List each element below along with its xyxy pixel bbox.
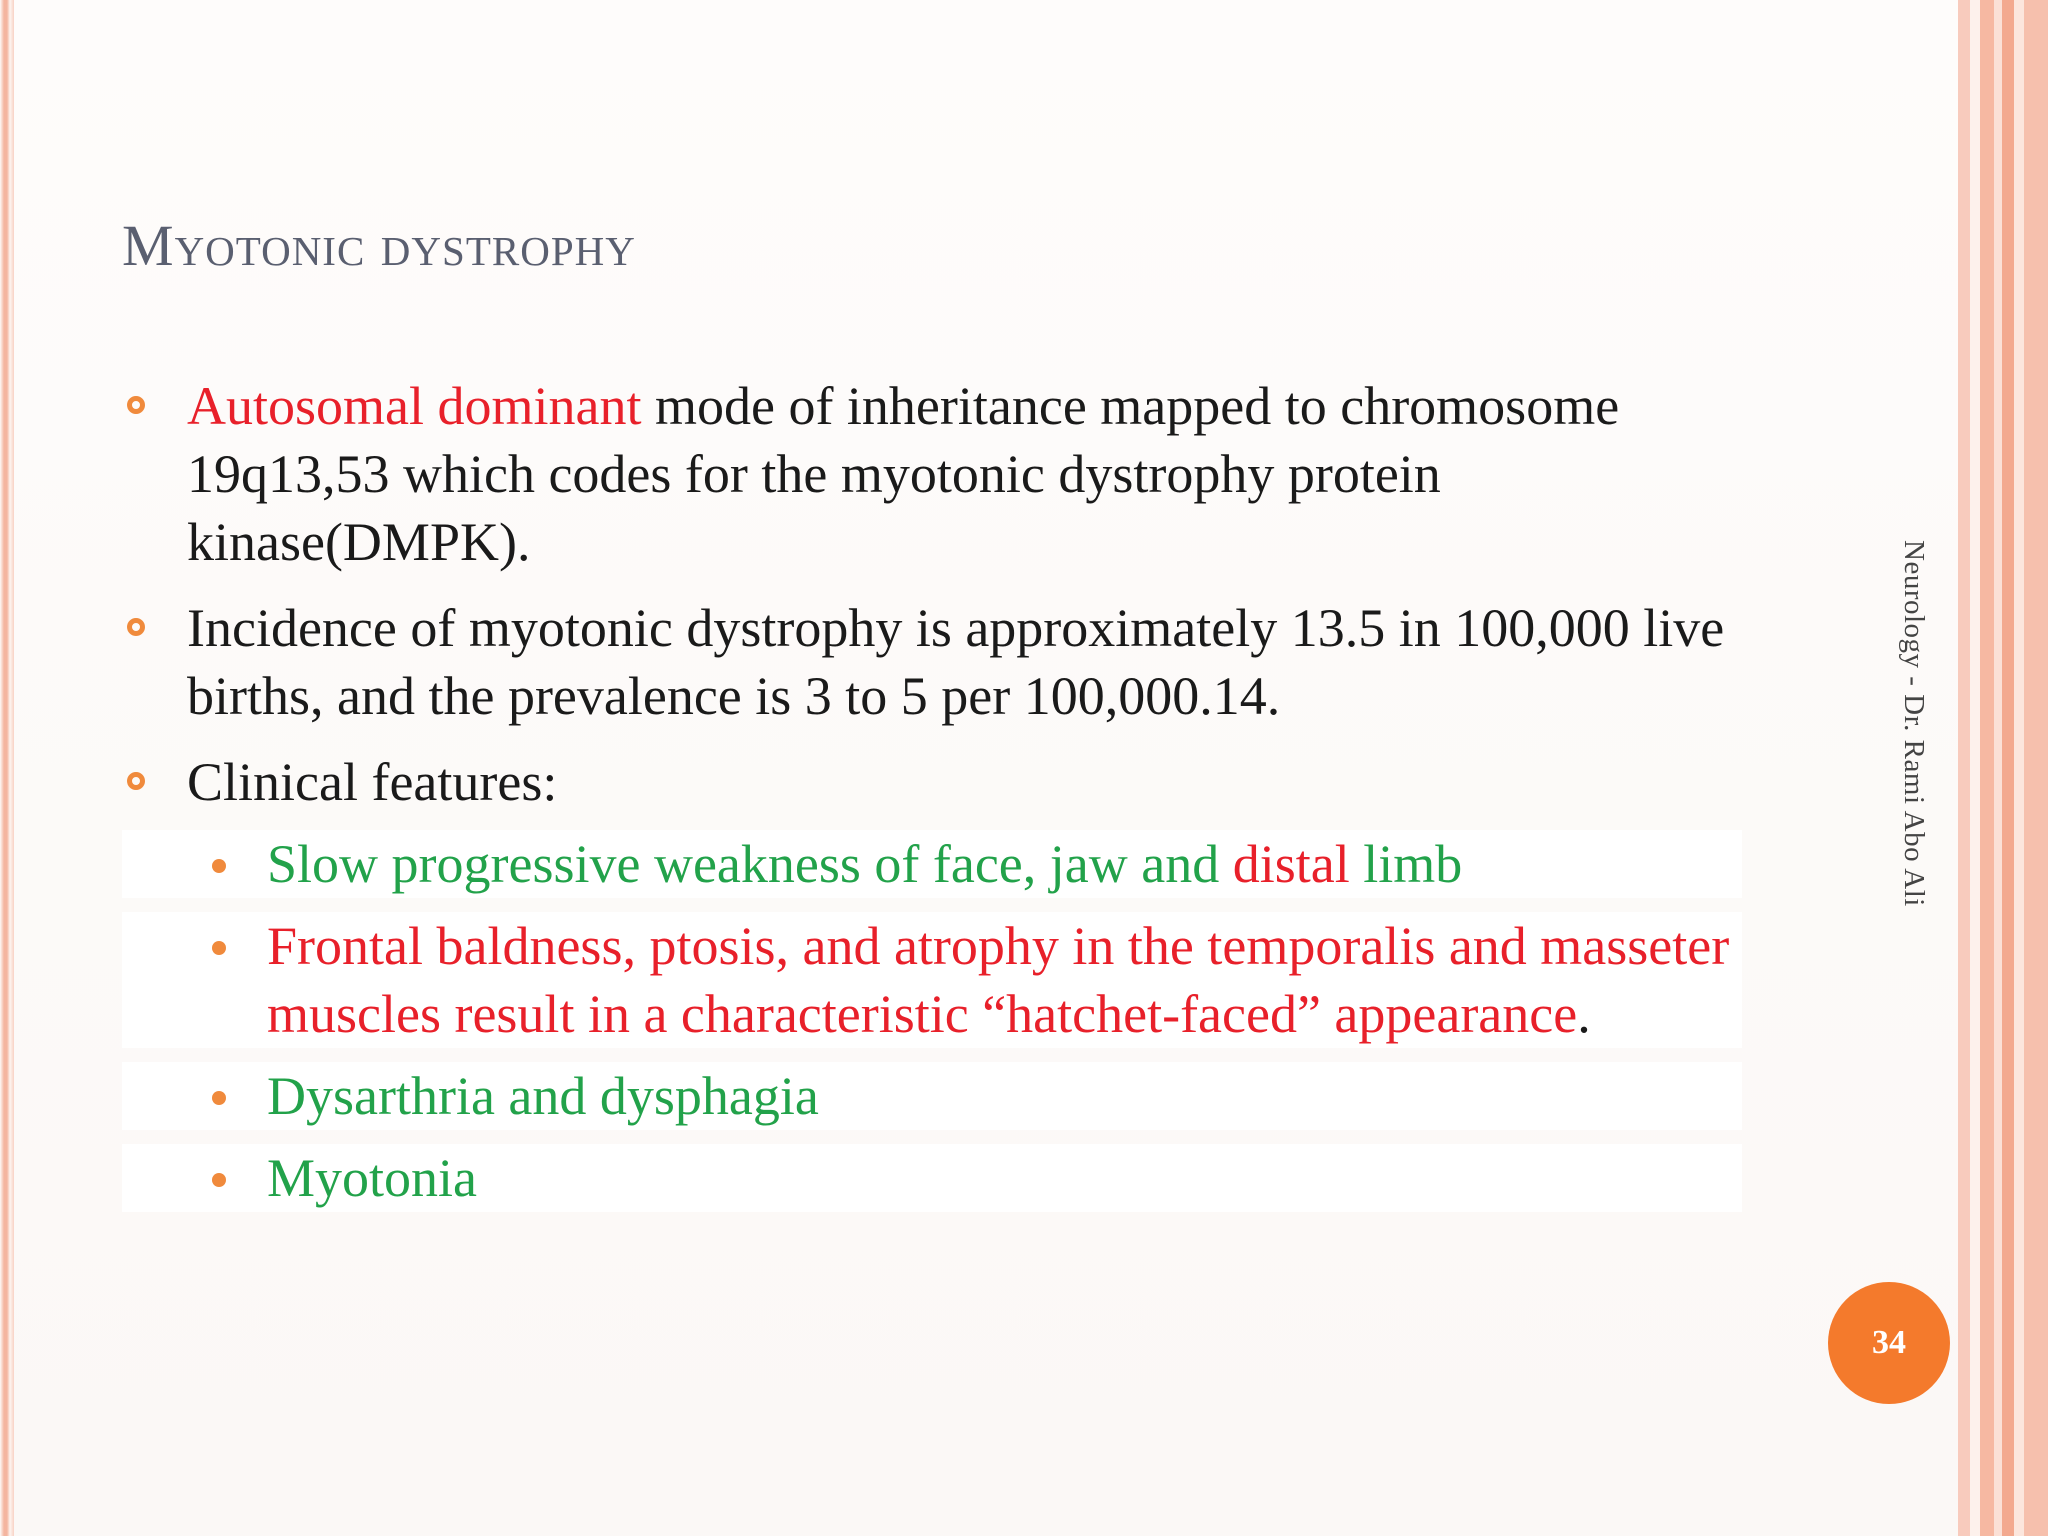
slide-content [122,372,1742,1230]
bullet-text [187,598,1724,726]
right-decorative-stripe [1958,0,1970,1536]
text-run: distal [1232,834,1350,894]
bullet-item [122,594,1742,730]
sub-bullet-item [122,1062,1742,1130]
dot-bullet-icon [212,1173,226,1187]
sub-bullet-item [122,912,1742,1048]
text-run: Dysarthria and dysphagia [267,1066,819,1126]
sub-bullet-list [122,830,1742,1212]
dot-bullet-icon [212,859,226,873]
ring-bullet-icon [127,618,145,636]
page-number: 34 [1872,1324,1906,1361]
text-run: Frontal baldness, ptosis, and atrophy in the temporalis and masseter muscles result in a characteristic “hatchet-faced” appearance [267,916,1730,1044]
text-run: Incidence of myotonic dystrophy is approximately 13.5 in 100,000 live births, and the prevalence is 3 to 5 per 100,000.14. [187,598,1725,726]
bullet-list [122,372,1742,1212]
text-run: Myotonia [267,1148,477,1208]
bullet-text [187,376,1619,572]
sidebar-footer-text: Neurology - Dr. Rami Abo Ali [1898,540,1930,907]
left-decorative-border [0,0,14,1536]
bullet-item [122,748,1742,1212]
ring-bullet-icon [127,772,145,790]
text-run: . [1577,984,1591,1044]
right-decorative-stripe [1994,0,2002,1536]
right-decorative-stripe [2024,0,2048,1536]
bullet-text [187,752,557,812]
text-run: Slow progressive weakness of face, jaw and [267,834,1233,894]
right-decorative-stripe [1980,0,1994,1536]
page-number-badge [1828,1282,1950,1404]
sub-bullet-item [122,830,1742,898]
dot-bullet-icon [212,941,226,955]
text-run: mode of inheritance mapped to chromosome 19q13,53 which codes for the myotonic dystrophy protein kinase(DMPK). [187,376,1620,572]
right-decorative-stripe [2002,0,2014,1536]
sub-bullet-item [122,1144,1742,1212]
ring-bullet-icon [127,396,145,414]
sub-bullet-text [267,834,1462,894]
text-run: Clinical features: [187,752,558,812]
right-decorative-stripe [2014,0,2024,1536]
dot-bullet-icon [212,1091,226,1105]
sub-bullet-text [267,916,1729,1044]
slide-title: Myotonic dystrophy [122,213,636,278]
sub-bullet-text [267,1066,819,1126]
text-run: limb [1349,834,1463,894]
right-decorative-stripe [1970,0,1980,1536]
bullet-item [122,372,1742,576]
sub-bullet-text [267,1148,477,1208]
text-run: Autosomal dominant [187,376,642,436]
